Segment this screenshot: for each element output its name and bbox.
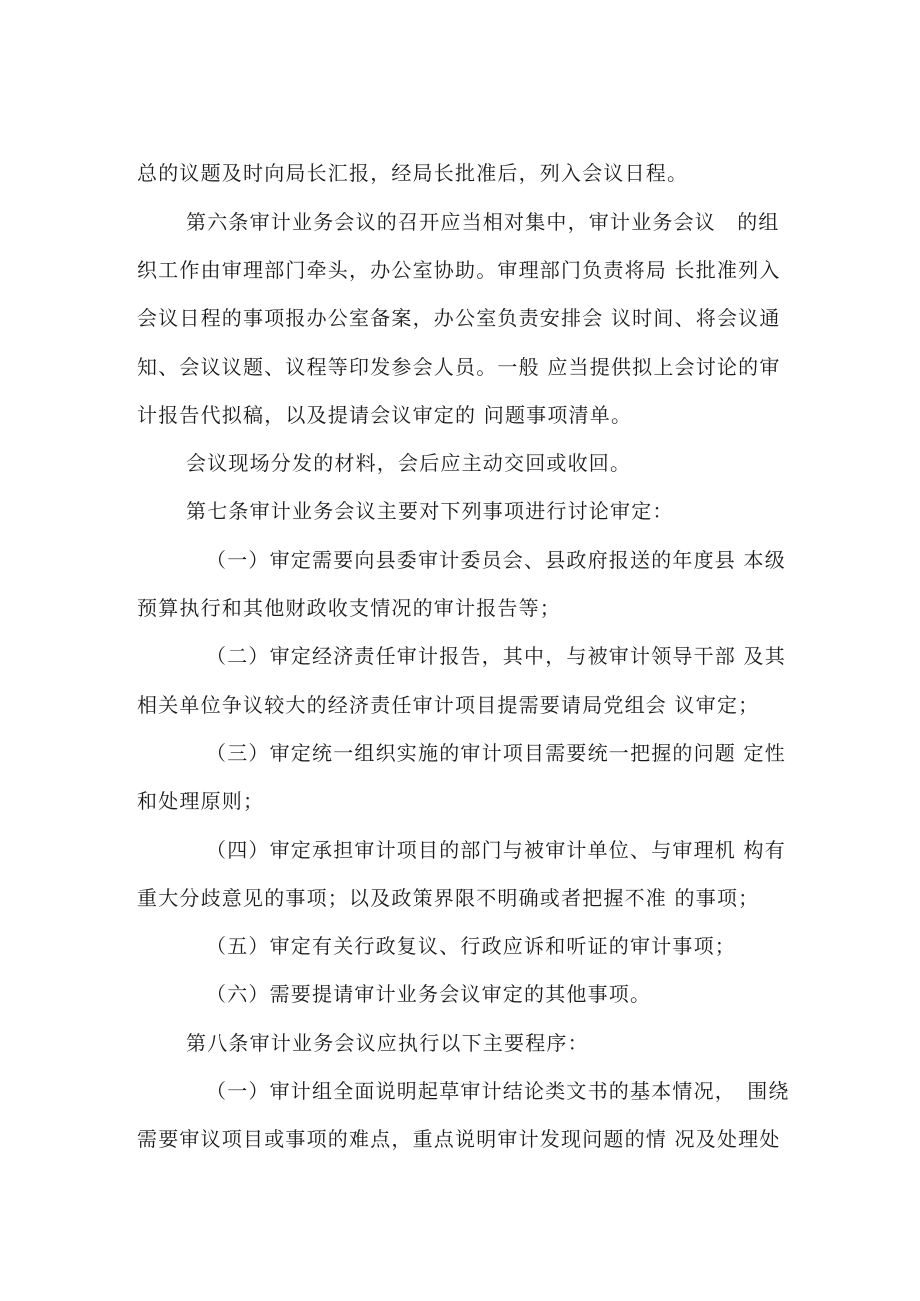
- text-line: （六）需要提请审计业务会议审定的其他事项。: [206, 982, 652, 1006]
- text-line: （四）审定承担审计项目的部门与被审计单位、与审理机 构有: [206, 838, 786, 862]
- text-line: 知、会议议题、议程等印发参会人员。一般 应当提供拟上会讨论的审: [137, 355, 781, 379]
- text-line: 需要审议项目或事项的难点，重点说明审计发现问题的情 况及处理处: [137, 1127, 781, 1151]
- text-line: （二）审定经济责任审计报告，其中，与被审计领导干部 及其: [206, 644, 786, 668]
- text-line: （五）审定有关行政复议、行政应诉和听证的审计事项；: [206, 934, 736, 958]
- text-line: （一）审定需要向县委审计委员会、县政府报送的年度县 本级: [206, 548, 786, 572]
- text-line: 预算执行和其他财政收支情况的审计报告等；: [137, 596, 561, 620]
- text-line: 第八条审计业务会议应执行以下主要程序：: [186, 1031, 589, 1055]
- text-line: （三）审定统一组织实施的审计项目需要统一把握的问题 定性: [206, 741, 786, 765]
- text-line: 计报告代拟稿，以及提请会议审定的 问题事项清单。: [137, 403, 633, 427]
- text-line: 第六条审计业务会议的召开应当相对集中，审计业务会议 的组: [186, 210, 780, 234]
- text-line: 重大分歧意见的事项；以及政策界限不明确或者把握不准 的事项；: [137, 886, 760, 910]
- text-line: 第七条审计业务会议主要对下列事项进行讨论审定：: [186, 499, 674, 523]
- text-line: 会议日程的事项报办公室备案，办公室负责安排会 议时间、将会议通: [137, 306, 781, 330]
- text-line: 会议现场分发的材料，会后应主动交回或收回。: [186, 451, 632, 475]
- text-line: 和处理原则；: [137, 789, 265, 813]
- text-line: （一）审计组全面说明起草审计结论类文书的基本情况， 围绕: [206, 1079, 790, 1103]
- text-line: 织工作由审理部门牵头，办公室协助。审理部门负责将局 长批准列入: [137, 258, 781, 282]
- text-line: 相关单位争议较大的经济责任审计项目提需要请局党组会 议审定；: [137, 693, 760, 717]
- text-line: 总的议题及时向局长汇报，经局长批准后，列入会议日程。: [137, 161, 689, 185]
